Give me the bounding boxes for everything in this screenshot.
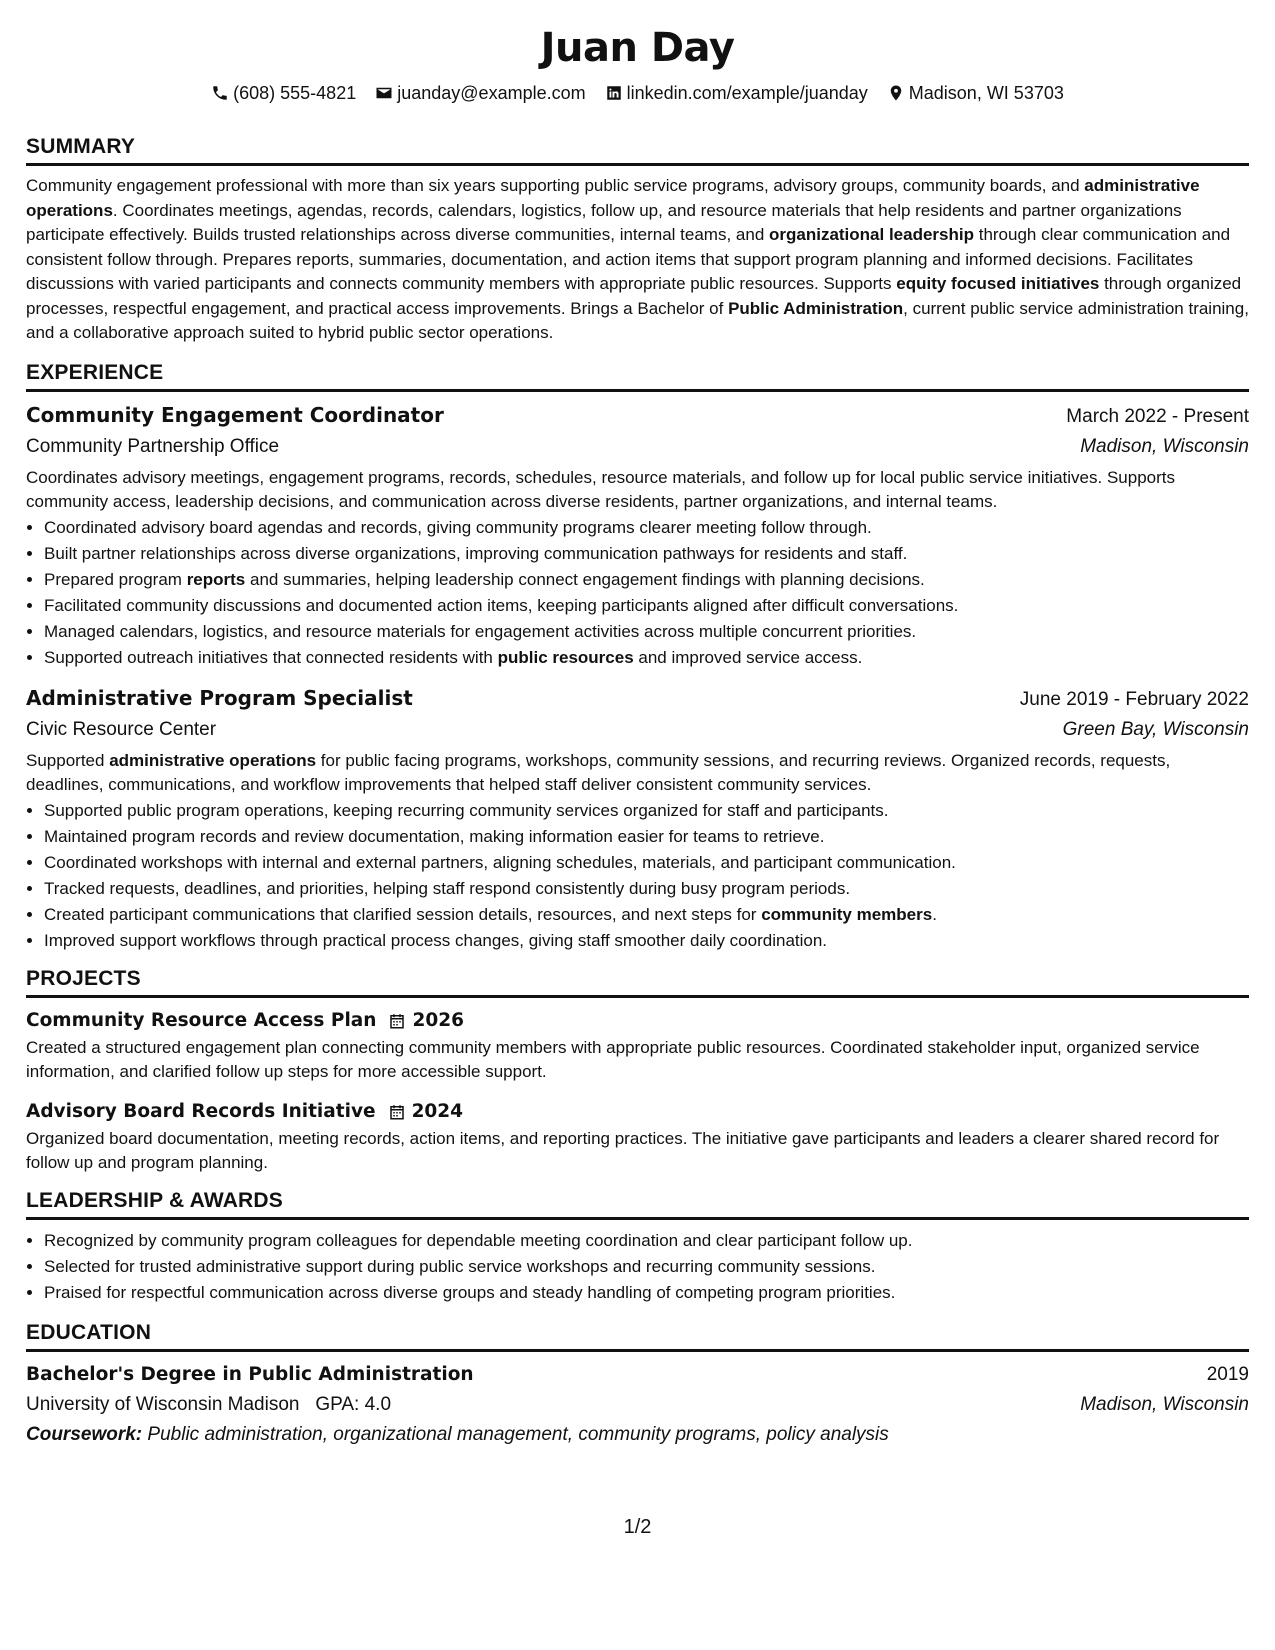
project-description: Organized board documentation, meeting records, action items, and reporting practices. The initiative gave participants and leaders a clearer shared record for follow up and program planning.: [26, 1128, 1220, 1172]
job-entry: [26, 400, 1249, 671]
section-title-experience: EXPERIENCE: [26, 360, 1249, 392]
list-item: • Selected for trusted administrative support during public service workshops and recurring community sessions.: [44, 1254, 1249, 1280]
list-item: • Supported public program operations, keeping recurring community services organized for staff and participants.: [44, 798, 1249, 824]
contact-linkedin[interactable]: [605, 80, 868, 106]
school-line: [26, 1390, 391, 1420]
school-location: Madison, Wisconsin: [1080, 1393, 1249, 1415]
coursework-label: Coursework:: [26, 1423, 143, 1445]
gpa: GPA: 4.0: [315, 1393, 392, 1415]
page-number: 1/2: [623, 1516, 652, 1538]
linkedin-icon: [605, 84, 623, 102]
project-name: Advisory Board Records Initiative: [26, 1100, 376, 1122]
coursework-text: Public administration, organizational management, community programs, policy analysis: [147, 1423, 889, 1445]
list-item: • Built partner relationships across diverse organizations, improving communication pathways for residents and staff.: [44, 541, 1249, 567]
section-title-summary: SUMMARY: [26, 134, 1249, 166]
list-item: • Prepared program reports and summaries, helping leadership connect engagement findings with planning decisions.: [44, 567, 1249, 593]
list-item: • Tracked requests, deadlines, and priorities, helping staff respond consistently during busy program periods.: [44, 876, 1249, 902]
summary-text: Community engagement professional with more than six years supporting public service programs, advisory groups, community boards, and administrative operations. Coordinates meetings, agendas, records, calendars, logistics, follow up, and resource materials that help residents and partner organizations participate effectively. Builds trusted relationships across diverse communities, internal teams, and organizational leadership through clear communication and consistent follow through. Prepares reports, summaries, documentation, and action items that support program planning and informed decisions. Facilitates discussions with varied participants and connects community members with appropriate public resources. Supports equity focused initiatives through organized processes, respectful engagement, and practical access improvements. Brings a Bachelor of Public Administration, current public service administration training, and a collaborative approach suited to hybrid public sector operations.: [26, 176, 1249, 342]
job-location: Madison, Wisconsin: [1080, 435, 1249, 457]
contact-email[interactable]: [375, 80, 585, 106]
job-title: Administrative Program Specialist: [26, 685, 413, 710]
project-year: 2026: [412, 1009, 464, 1031]
degree-title: Bachelor's Degree in Public Administration: [26, 1363, 474, 1385]
leadership-bullets: [26, 1228, 1249, 1306]
list-item: • Praised for respectful communication across diverse groups and steady handling of competing program priorities.: [44, 1280, 1249, 1306]
experience-section: [26, 360, 1249, 954]
list-item: • Maintained program records and review documentation, making information easier for teams to retrieve.: [44, 824, 1249, 850]
leadership-section: [26, 1188, 1249, 1306]
envelope-icon: [375, 84, 393, 102]
calendar-icon: [388, 1103, 406, 1121]
list-item: • Supported outreach initiatives that connected residents with public resources and improved service access.: [44, 645, 1249, 671]
projects-section: [26, 966, 1249, 1176]
contact-email-text[interactable]: juanday@example.com: [397, 83, 586, 103]
list-item: • Coordinated advisory board agendas and records, giving community programs clearer meeting follow through.: [44, 515, 1249, 541]
project-name: Community Resource Access Plan: [26, 1009, 377, 1031]
job-organization: Civic Resource Center: [26, 718, 217, 740]
calendar-icon: [388, 1012, 406, 1030]
project-entry: [26, 1006, 1249, 1085]
project-entry: [26, 1097, 1249, 1176]
job-description: Coordinates advisory meetings, engagement programs, records, schedules, resource materials, and follow up for local public service initiatives. Supports community access, leadership decisions, and communication across diverse residents, partner organizations, and internal teams.: [26, 467, 1176, 511]
section-title-education: EDUCATION: [26, 1320, 1249, 1352]
contact-phone-text: (608) 555-4821: [233, 83, 357, 103]
job-dates: June 2019 - February 2022: [1019, 688, 1249, 710]
list-item: • Managed calendars, logistics, and resource materials for engagement activities across multiple concurrent priorities.: [44, 619, 1249, 645]
section-title-projects: PROJECTS: [26, 966, 1249, 998]
map-pin-icon: [887, 84, 905, 102]
resume-page: [26, 0, 1249, 1450]
list-item: • Coordinated workshops with internal and external partners, aligning schedules, materials, and participant communication.: [44, 850, 1249, 876]
contact-bar: [26, 80, 1249, 106]
degree-year: 2019: [1206, 1363, 1249, 1385]
summary-section: [26, 134, 1249, 346]
project-year: 2024: [411, 1100, 464, 1122]
contact-phone: [211, 80, 356, 106]
contact-location: [887, 80, 1064, 106]
job-organization: Community Partnership Office: [26, 435, 280, 457]
section-title-leadership: LEADERSHIP & AWARDS: [26, 1188, 1249, 1220]
list-item: • Created participant communications that clarified session details, resources, and next steps for community members.: [44, 902, 1249, 928]
contact-location-text: Madison, WI 53703: [908, 83, 1064, 103]
contact-linkedin-text[interactable]: linkedin.com/example/juanday: [626, 83, 868, 103]
job-location: Green Bay, Wisconsin: [1062, 718, 1249, 740]
job-title: Community Engagement Coordinator: [26, 402, 444, 427]
list-item: • Facilitated community discussions and documented action items, keeping participants aligned after difficult conversations.: [44, 593, 1249, 619]
job-bullets: [26, 798, 1249, 954]
phone-icon: [211, 84, 229, 102]
coursework-line: [26, 1420, 1249, 1450]
project-description: Created a structured engagement plan connecting community members with appropriate public resources. Coordinated stakeholder input, organized service information, and clarified follow up steps for more accessible support.: [26, 1037, 1200, 1081]
job-bullets: [26, 515, 1249, 671]
job-description: Supported administrative operations for public facing programs, workshops, community sessions, and recurring reviews. Organized records, requests, deadlines, communications, and workflow improvements that helped staff deliver consistent community services.: [26, 750, 1171, 794]
candidate-name: Juan Day: [540, 25, 735, 71]
list-item: • Improved support workflows through practical process changes, giving staff smoother daily coordination.: [44, 928, 1249, 954]
education-section: [26, 1320, 1249, 1450]
list-item: • Recognized by community program colleagues for dependable meeting coordination and clear participant follow up.: [44, 1228, 1249, 1254]
job-dates: March 2022 - Present: [1066, 405, 1249, 427]
job-entry: [26, 683, 1249, 954]
school-name: University of Wisconsin Madison: [26, 1393, 300, 1415]
